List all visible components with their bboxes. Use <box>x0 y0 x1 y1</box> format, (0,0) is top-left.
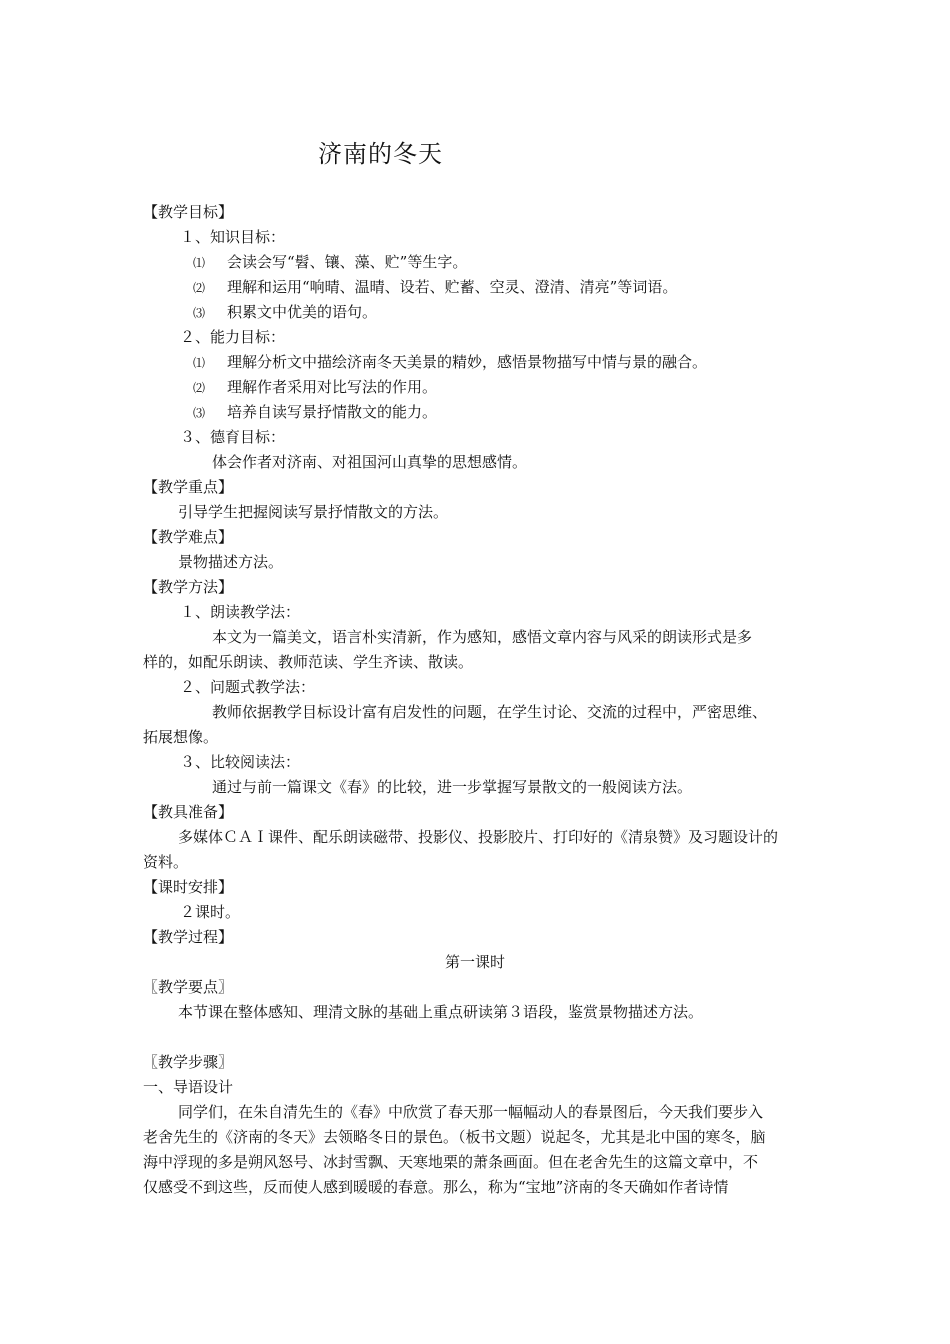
method-label: ２、问题式教学法： <box>180 678 316 696</box>
item-text: 理解和运用“响晴、温晴、设若、贮蓄、空灵、澄清、清亮”等词语。 <box>227 278 678 296</box>
ability-goal-item <box>193 377 437 398</box>
section-header-difficulty: 【教学难点】 <box>143 528 234 546</box>
method-label: １、朗读教学法： <box>180 603 301 621</box>
ability-goal-item <box>193 352 707 373</box>
section-header-key-point: 【教学重点】 <box>143 478 234 496</box>
paragraph-line: 海中浮现的多是朔风怒号、冰封雪飘、天寒地栗的萧条画面。但在老舍先生的这篇文章中，不 <box>143 1153 759 1171</box>
item-text: 培养自读写景抒情散文的能力。 <box>227 403 438 421</box>
knowledge-goal-item <box>193 302 377 323</box>
item-number: ⑶ <box>193 406 206 420</box>
teaching-points-header: 〖教学要点〗 <box>143 978 234 996</box>
teaching-steps-header: 〖教学步骤〗 <box>143 1053 234 1071</box>
knowledge-goal-item <box>193 252 467 273</box>
section-header-goals: 【教学目标】 <box>143 203 234 221</box>
section-header-methods: 【教学方法】 <box>143 578 234 596</box>
method-text-line: 本文为一篇美文，语言朴实清新，作为感知，感悟文章内容与风采的朗读形式是多 <box>212 628 753 646</box>
section-header-tools: 【教具准备】 <box>143 803 234 821</box>
item-text: 积累文中优美的语句。 <box>227 303 378 321</box>
lesson-title: 第一课时 <box>444 953 505 971</box>
item-number: ⑴ <box>193 256 206 270</box>
method-label: ３、比较阅读法： <box>180 753 301 771</box>
method-text-line: 样的，如配乐朗读、教师范读、学生齐读、散读。 <box>143 653 474 671</box>
step-title: 一、导语设计 <box>143 1078 234 1096</box>
item-number: ⑶ <box>193 306 206 320</box>
key-point-text: 引导学生把握阅读写景抒情散文的方法。 <box>178 503 449 521</box>
document-title: 济南的冬天 <box>318 140 443 168</box>
item-text: 会读会写“髫、镶、藻、贮”等生字。 <box>227 253 468 271</box>
tools-text-line: 资料。 <box>143 853 189 871</box>
schedule-text: ２课时。 <box>180 903 241 921</box>
moral-goal-label: ３、德育目标： <box>180 428 286 446</box>
paragraph-line: 仅感受不到这些，反而使人感到暖暖的春意。那么，称为“宝地”济南的冬天确如作者诗情 <box>143 1178 729 1196</box>
method-text-line: 拓展想像。 <box>143 728 219 746</box>
section-header-process: 【教学过程】 <box>143 928 234 946</box>
item-number: ⑵ <box>193 381 206 395</box>
paragraph-line: 老舍先生的《济南的冬天》去领略冬日的景色。（板书文题）说起冬，尤其是北中国的寒冬，脑 <box>143 1128 766 1146</box>
method-text-line: 通过与前一篇课文《春》的比较，进一步掌握写景散文的一般阅读方法。 <box>212 778 693 796</box>
method-text-line: 教师依据教学目标设计富有启发性的问题，在学生讨论、交流的过程中，严密思维、 <box>212 703 768 721</box>
teaching-points-text: 本节课在整体感知、理清文脉的基础上重点研读第３语段，鉴赏景物描述方法。 <box>178 1003 704 1021</box>
item-text: 理解作者采用对比写法的作用。 <box>227 378 438 396</box>
knowledge-goal-item <box>193 277 677 298</box>
section-header-schedule: 【课时安排】 <box>143 878 234 896</box>
moral-goal-text: 体会作者对济南、对祖国河山真挚的思想感情。 <box>212 453 528 471</box>
item-number: ⑵ <box>193 281 206 295</box>
ability-goal-label: ２、能力目标： <box>180 328 286 346</box>
ability-goal-item <box>193 402 437 423</box>
paragraph-line: 同学们，在朱自清先生的《春》中欣赏了春天那一幅幅动人的春景图后，今天我们要步入 <box>178 1103 764 1121</box>
item-number: ⑴ <box>193 356 206 370</box>
tools-text-line: 多媒体ＣＡＩ课件、配乐朗读磁带、投影仪、投影胶片、打印好的《清泉赞》及习题设计的 <box>178 828 779 846</box>
knowledge-goal-label: １、知识目标： <box>180 228 286 246</box>
difficulty-text: 景物描述方法。 <box>178 553 284 571</box>
item-text: 理解分析文中描绘济南冬天美景的精妙，感悟景物描写中情与景的融合。 <box>227 353 708 371</box>
